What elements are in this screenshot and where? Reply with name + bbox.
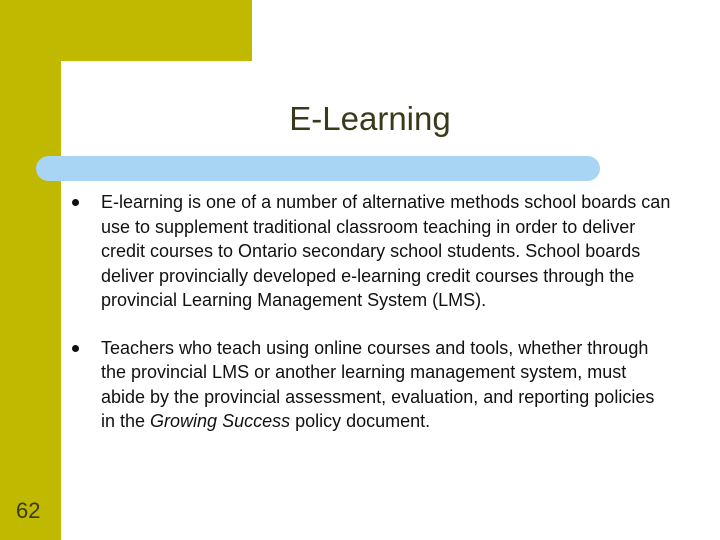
page-number: 62: [16, 498, 41, 523]
title-underline-bar: [36, 156, 600, 181]
bullet-text: Teachers who teach using online courses and tools, whether through the provincial LMS or another learning management system, must abide by the provincial assessment, evaluation, and reporting policies in the: [101, 337, 655, 431]
bullet-dot-icon: [72, 345, 79, 352]
document-title-italic: Growing Success: [150, 411, 291, 431]
bullet-text-end: policy document.: [290, 411, 431, 431]
bullet-item: [72, 190, 672, 313]
bullet-dot-icon: [72, 199, 79, 206]
slide-title: E-Learning: [289, 100, 451, 137]
bullet-item: [72, 336, 672, 434]
olive-left-stripe: [0, 0, 61, 540]
bullet-list: [72, 190, 672, 457]
bullet-text: E-learning is one of a number of alternative methods school boards can use to supplement traditional classroom teaching in order to deliver credit courses to Ontario secondary school students. School boards deliver provincially developed e-learning credit courses through the provincial Learning Management System (LMS).: [101, 192, 671, 310]
